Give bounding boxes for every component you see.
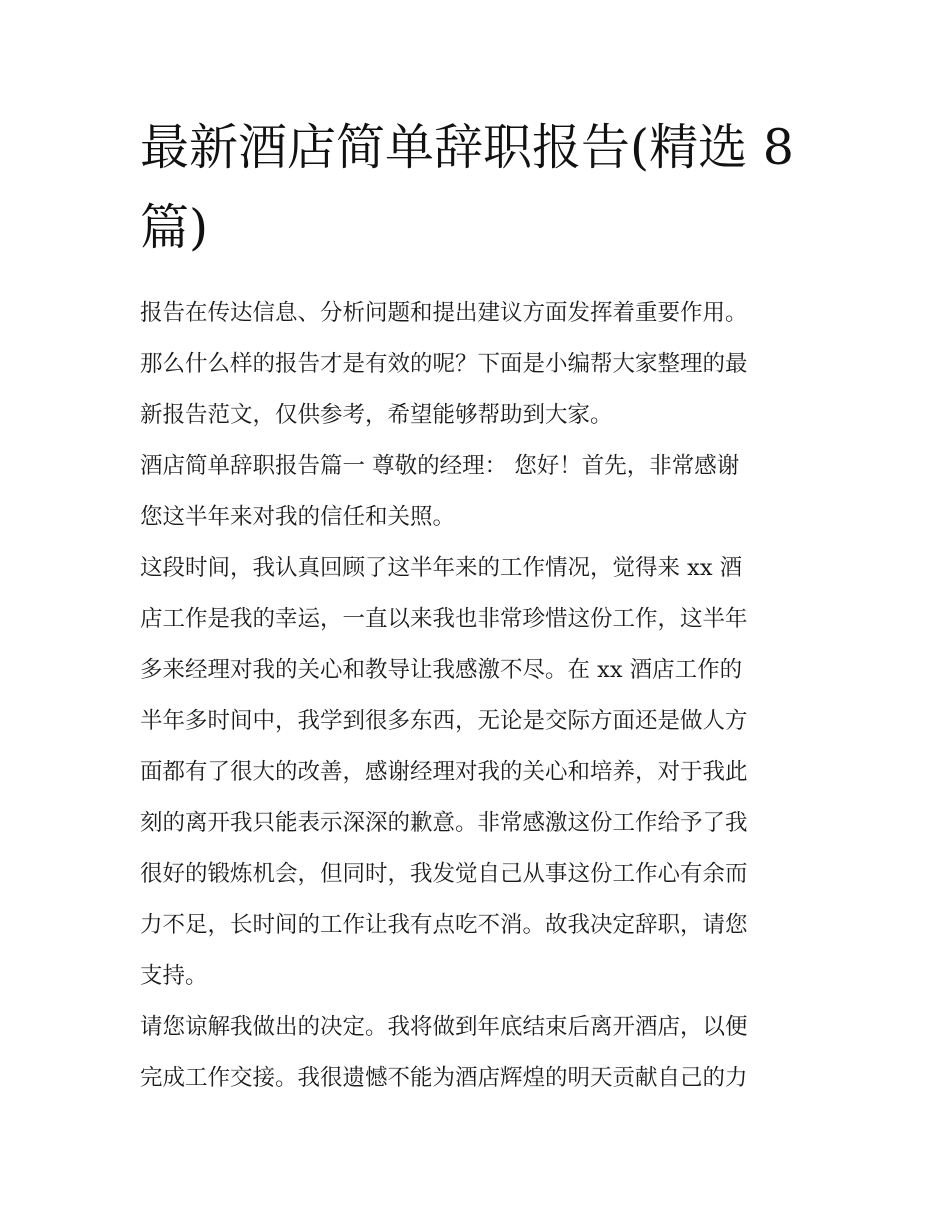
greeting-paragraph [140, 441, 812, 543]
text-line: 新报告范文，仅供参考，希望能够帮助到大家。 [140, 402, 613, 428]
text-line: 多来经理对我的关心和教导让我感激不尽。在 xx 酒店工作的 [140, 657, 743, 683]
title-line: 篇) [140, 199, 209, 256]
text-line: 很好的锻炼机会，但同时，我发觉自己从事这份工作心有余而 [140, 861, 748, 887]
text-line: 店工作是我的幸运，一直以来我也非常珍惜这份工作，这半年 [140, 606, 748, 632]
text-line: 力不足，长时间的工作让我有点吃不消。故我决定辞职，请您 [140, 912, 748, 938]
intro-paragraph [140, 288, 812, 441]
text-line: 那么什么样的报告才是有效的呢？下面是小编帮大家整理的最 [140, 351, 748, 377]
text-line: 刻的离开我只能表示深深的歉意。非常感激这份工作给予了我 [140, 810, 748, 836]
text-line: 酒店简单辞职报告篇一 尊敬的经理： 您好！首先，非常感谢 [140, 453, 740, 479]
document-body [140, 108, 812, 1104]
title-line: 最新酒店简单辞职报告(精选 8 [140, 119, 794, 176]
text-line: 报告在传达信息、分析问题和提出建议方面发挥着重要作用。 [140, 300, 748, 326]
text-line: 面都有了很大的改善，感谢经理对我的关心和培养，对于我此 [140, 759, 748, 785]
body-paragraph [140, 543, 812, 1002]
document-title [140, 108, 812, 268]
text-line: 支持。 [140, 963, 208, 989]
closing-paragraph [140, 1002, 812, 1104]
text-line: 这段时间，我认真回顾了这半年来的工作情况，觉得来 xx 酒 [140, 555, 743, 581]
text-line: 请您谅解我做出的决定。我将做到年底结束后离开酒店，以便 [140, 1014, 748, 1040]
text-line: 您这半年来对我的信任和关照。 [140, 504, 456, 530]
text-line: 半年多时间中，我学到很多东西，无论是交际方面还是做人方 [140, 708, 748, 734]
text-line: 完成工作交接。我很遗憾不能为酒店辉煌的明天贡献自己的力 [140, 1065, 748, 1091]
